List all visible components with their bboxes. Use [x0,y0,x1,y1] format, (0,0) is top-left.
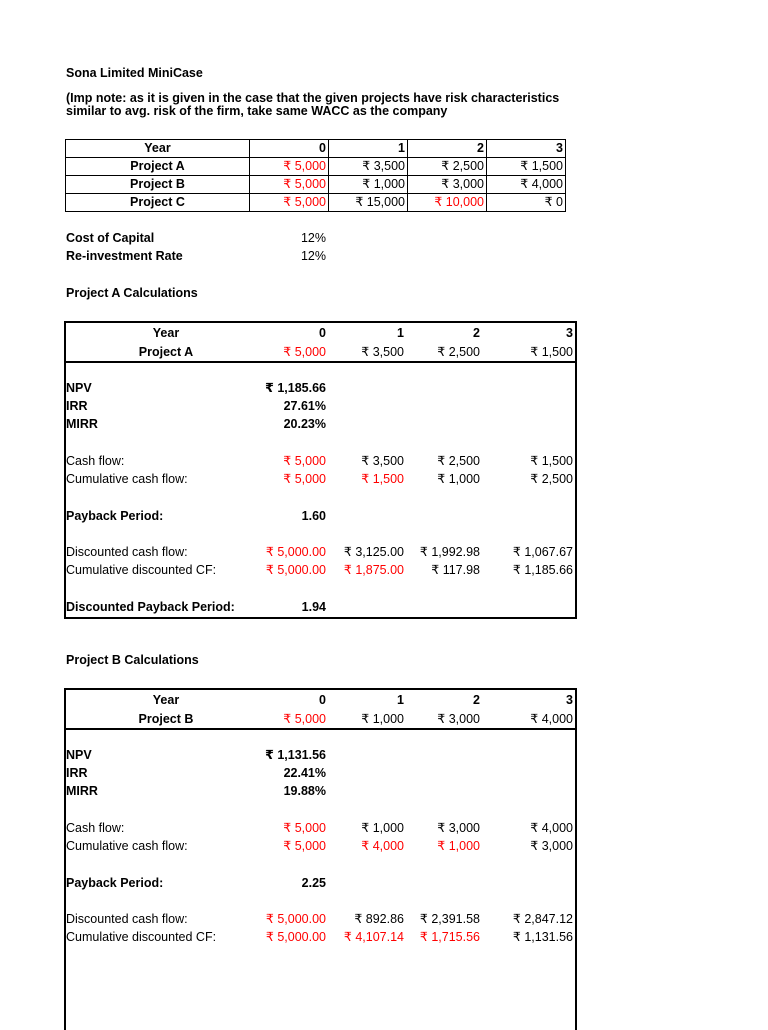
cash-flow-3: ₹ 4,000 [530,821,573,835]
cell-value: ₹ 5,000 [250,194,329,212]
year-label: Year [152,693,180,707]
flow-3: ₹ 4,000 [530,712,573,726]
cash-flow-3: ₹ 1,500 [530,454,573,468]
year-header: Year [66,140,250,158]
cumulative-discounted-cf-1: ₹ 4,107.14 [343,930,404,944]
discounted-cash-flow-3: ₹ 1,067.67 [512,545,573,559]
table-row [66,176,566,194]
discounted-cash-flow-2: ₹ 2,391.58 [419,912,480,926]
npv-value: ₹ 1,185.66 [265,381,326,395]
npv-value: ₹ 1,131.56 [265,748,326,762]
row-label: Project B [66,176,250,194]
mirr-value: 19.88% [283,784,326,798]
cumulative-discounted-cf-1: ₹ 1,875.00 [343,563,404,577]
cumulative-discounted-cf-label: Cumulative discounted CF: [66,563,217,577]
cumulative-cash-flow-3: ₹ 3,000 [530,839,573,853]
year-2: 2 [473,693,480,707]
discounted-payback-period-value: 1.94 [301,600,326,614]
year-1: 1 [397,326,404,340]
mirr-label: MIRR [66,417,98,431]
cell-value: ₹ 2,500 [408,158,487,176]
discounted-cash-flow-1: ₹ 3,125.00 [343,545,404,559]
project-a-heading: Project A Calculations [66,286,198,300]
cumulative-cash-flow-1: ₹ 4,000 [361,839,404,853]
cell-value: ₹ 5,000 [250,176,329,194]
discounted-cash-flow-1: ₹ 892.86 [354,912,404,926]
discounted-cash-flow-0: ₹ 5,000.00 [265,545,326,559]
cumulative-cash-flow-1: ₹ 1,500 [361,472,404,486]
payback-period-label: Payback Period: [66,876,164,890]
cumulative-discounted-cf-3: ₹ 1,185.66 [512,563,573,577]
cell-value: ₹ 3,000 [408,176,487,194]
row-label: Project C [66,194,250,212]
cumulative-discounted-cf-2: ₹ 117.98 [431,563,480,577]
flow-2: ₹ 2,500 [437,345,480,359]
discounted-cash-flow-0: ₹ 5,000.00 [265,912,326,926]
cumulative-cash-flow-3: ₹ 2,500 [530,472,573,486]
year-3-header: 3 [487,140,566,158]
cash-flow-label: Cash flow: [66,821,125,835]
project-label: Project A [138,345,194,359]
project-b-heading: Project B Calculations [66,653,199,667]
npv-label: NPV [66,748,92,762]
discounted-cash-flow-label: Discounted cash flow: [66,545,188,559]
flow-0: ₹ 5,000 [283,712,326,726]
cell-value: ₹ 4,000 [487,176,566,194]
project-cashflow-table [65,139,566,212]
cell-value: ₹ 15,000 [329,194,408,212]
payback-period-value: 1.60 [301,509,326,523]
cash-flow-0: ₹ 5,000 [283,454,326,468]
mirr-value: 20.23% [283,417,326,431]
cumulative-discounted-cf-0: ₹ 5,000.00 [265,563,326,577]
document-title: Sona Limited MiniCase [66,66,203,80]
year-2: 2 [473,326,480,340]
year-0-header: 0 [250,140,329,158]
cumulative-discounted-cf-0: ₹ 5,000.00 [265,930,326,944]
cumulative-cash-flow-0: ₹ 5,000 [283,839,326,853]
flow-1: ₹ 3,500 [361,345,404,359]
cell-value: ₹ 0 [487,194,566,212]
project-label: Project B [138,712,194,726]
cash-flow-0: ₹ 5,000 [283,821,326,835]
discounted-payback-period-label: Discounted Payback Period: [66,600,235,614]
table-row [66,194,566,212]
year-1: 1 [397,693,404,707]
cumulative-discounted-cf-3: ₹ 1,131.56 [512,930,573,944]
discounted-cash-flow-3: ₹ 2,847.12 [512,912,573,926]
cell-value: ₹ 10,000 [408,194,487,212]
note-line-1: (Imp note: as it is given in the case that the given projects have risk characteristics [66,91,560,105]
cash-flow-1: ₹ 3,500 [361,454,404,468]
irr-value: 27.61% [283,399,326,413]
flow-2: ₹ 3,000 [437,712,480,726]
cell-value: ₹ 3,500 [329,158,408,176]
cell-value: ₹ 1,500 [487,158,566,176]
year-3: 3 [566,326,573,340]
cost-of-capital-value: 12% [300,231,326,245]
payback-period-value: 2.25 [301,876,326,890]
cash-flow-2: ₹ 3,000 [437,821,480,835]
flow-0: ₹ 5,000 [283,345,326,359]
year-1-header: 1 [329,140,408,158]
mirr-label: MIRR [66,784,98,798]
year-label: Year [152,326,180,340]
irr-value: 22.41% [283,766,326,780]
year-2-header: 2 [408,140,487,158]
cell-value: ₹ 5,000 [250,158,329,176]
irr-label: IRR [66,766,88,780]
cumulative-cash-flow-0: ₹ 5,000 [283,472,326,486]
cumulative-cash-flow-2: ₹ 1,000 [437,472,480,486]
reinvestment-rate-value: 12% [300,249,326,263]
npv-label: NPV [66,381,92,395]
row-label: Project A [66,158,250,176]
reinvestment-rate-label: Re-investment Rate [66,249,183,263]
cumulative-cash-flow-2: ₹ 1,000 [437,839,480,853]
cost-of-capital-label: Cost of Capital [66,231,155,245]
project-b-calculation-box [64,688,577,1030]
note-line-2: similar to avg. risk of the firm, take same WACC as the company [66,104,448,118]
flow-1: ₹ 1,000 [361,712,404,726]
project-a-calculation-box [64,321,577,619]
cash-flow-1: ₹ 1,000 [361,821,404,835]
cash-flow-2: ₹ 2,500 [437,454,480,468]
year-0: 0 [319,693,326,707]
table-row [66,158,566,176]
flow-3: ₹ 1,500 [530,345,573,359]
discounted-cash-flow-2: ₹ 1,992.98 [419,545,480,559]
year-3: 3 [566,693,573,707]
cash-flow-label: Cash flow: [66,454,125,468]
cumulative-discounted-cf-2: ₹ 1,715.56 [419,930,480,944]
year-0: 0 [319,326,326,340]
cumulative-discounted-cf-label: Cumulative discounted CF: [66,930,217,944]
irr-label: IRR [66,399,88,413]
table-header-row [66,140,566,158]
payback-period-label: Payback Period: [66,509,164,523]
discounted-cash-flow-label: Discounted cash flow: [66,912,188,926]
cumulative-cash-flow-label: Cumulative cash flow: [66,472,188,486]
cell-value: ₹ 1,000 [329,176,408,194]
cumulative-cash-flow-label: Cumulative cash flow: [66,839,188,853]
